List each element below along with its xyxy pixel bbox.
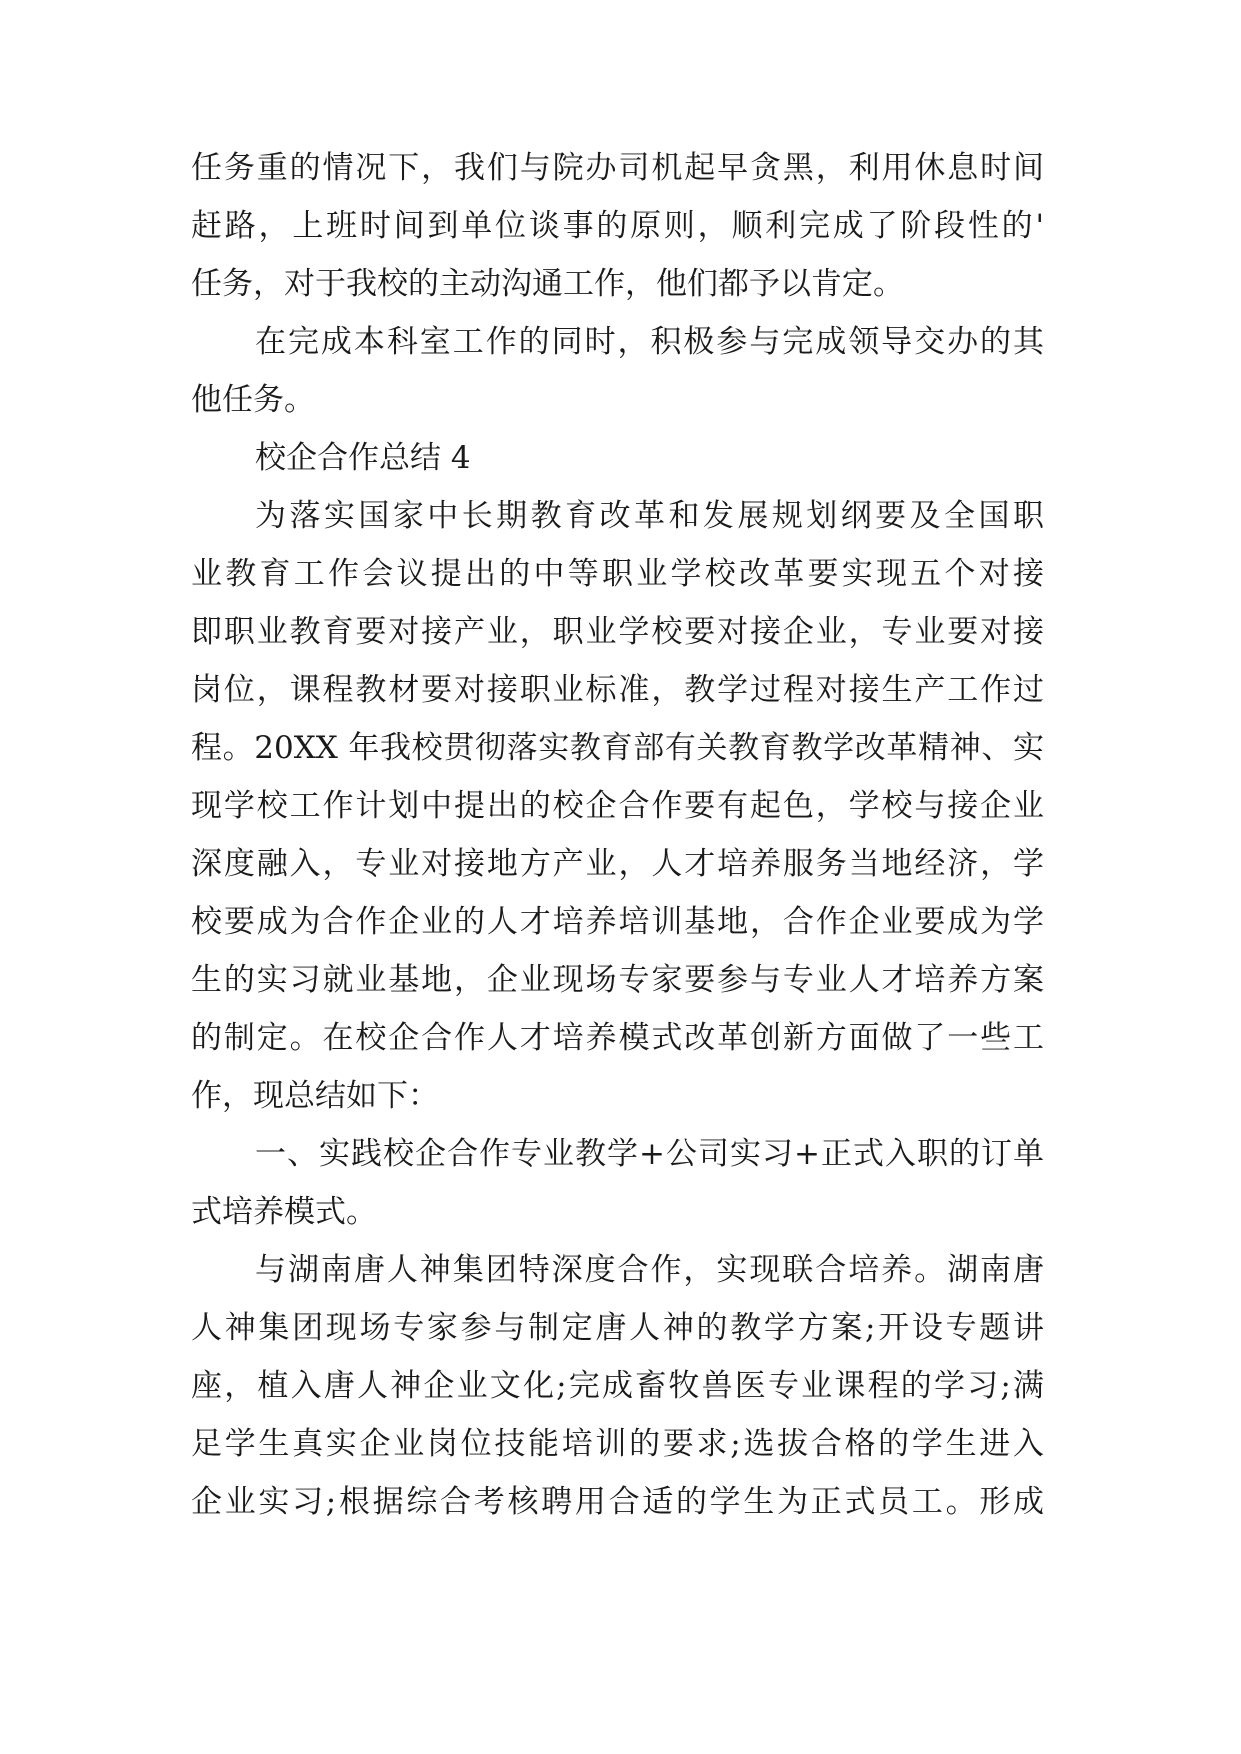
text-line: 一、实践校企合作专业教学+公司实习+正式入职的订单 xyxy=(255,1136,1044,1172)
text-line: 与湖南唐人神集团特深度合作，实现联合培养。湖南唐 xyxy=(255,1252,1044,1288)
text-line: 校要成为合作企业的人才培养培训基地，合作企业要成为学 xyxy=(191,904,1044,940)
text-line: 岗位，课程教材要对接职业标准，教学过程对接生产工作过 xyxy=(191,672,1044,708)
text-line: 现学校工作计划中提出的校企合作要有起色，学校与接企业 xyxy=(191,788,1044,824)
text-line: 程。20XX 年我校贯彻落实教育部有关教育教学改革精神、实 xyxy=(191,730,1044,766)
text-line: 生的实习就业基地，企业现场专家要参与专业人才培养方案 xyxy=(191,962,1044,998)
text-line: 足学生真实企业岗位技能培训的要求;选拔合格的学生进入 xyxy=(191,1426,1044,1462)
text-line: 式培养模式。 xyxy=(191,1194,377,1230)
text-line: 企业实习;根据综合考核聘用合适的学生为正式员工。形成 xyxy=(191,1484,1044,1520)
text-line: 座，植入唐人神企业文化;完成畜牧兽医专业课程的学习;满 xyxy=(191,1368,1044,1404)
text-line: 任务重的情况下，我们与院办司机起早贪黑，利用休息时间 xyxy=(191,150,1044,186)
text-line: 他任务。 xyxy=(191,382,315,418)
text-line: 即职业教育要对接产业，职业学校要对接企业，专业要对接 xyxy=(191,614,1044,650)
text-line: 深度融入，专业对接地方产业，人才培养服务当地经济，学 xyxy=(191,846,1044,882)
text-line: 业教育工作会议提出的中等职业学校改革要实现五个对接 xyxy=(191,556,1044,592)
text-line: 人神集团现场专家参与制定唐人神的教学方案;开设专题讲 xyxy=(191,1310,1044,1346)
text-line: 为落实国家中长期教育改革和发展规划纲要及全国职 xyxy=(255,498,1044,534)
text-line: 作，现总结如下： xyxy=(191,1078,439,1114)
text-line: 赶路，上班时间到单位谈事的原则，顺利完成了阶段性的' xyxy=(191,208,1044,244)
text-line: 在完成本科室工作的同时，积极参与完成领导交办的其 xyxy=(255,324,1044,360)
text-line: 的制定。在校企合作人才培养模式改革创新方面做了一些工 xyxy=(191,1020,1044,1056)
section-heading: 校企合作总结 4 xyxy=(255,440,471,476)
text-line: 任务，对于我校的主动沟通工作，他们都予以肯定。 xyxy=(191,266,904,302)
